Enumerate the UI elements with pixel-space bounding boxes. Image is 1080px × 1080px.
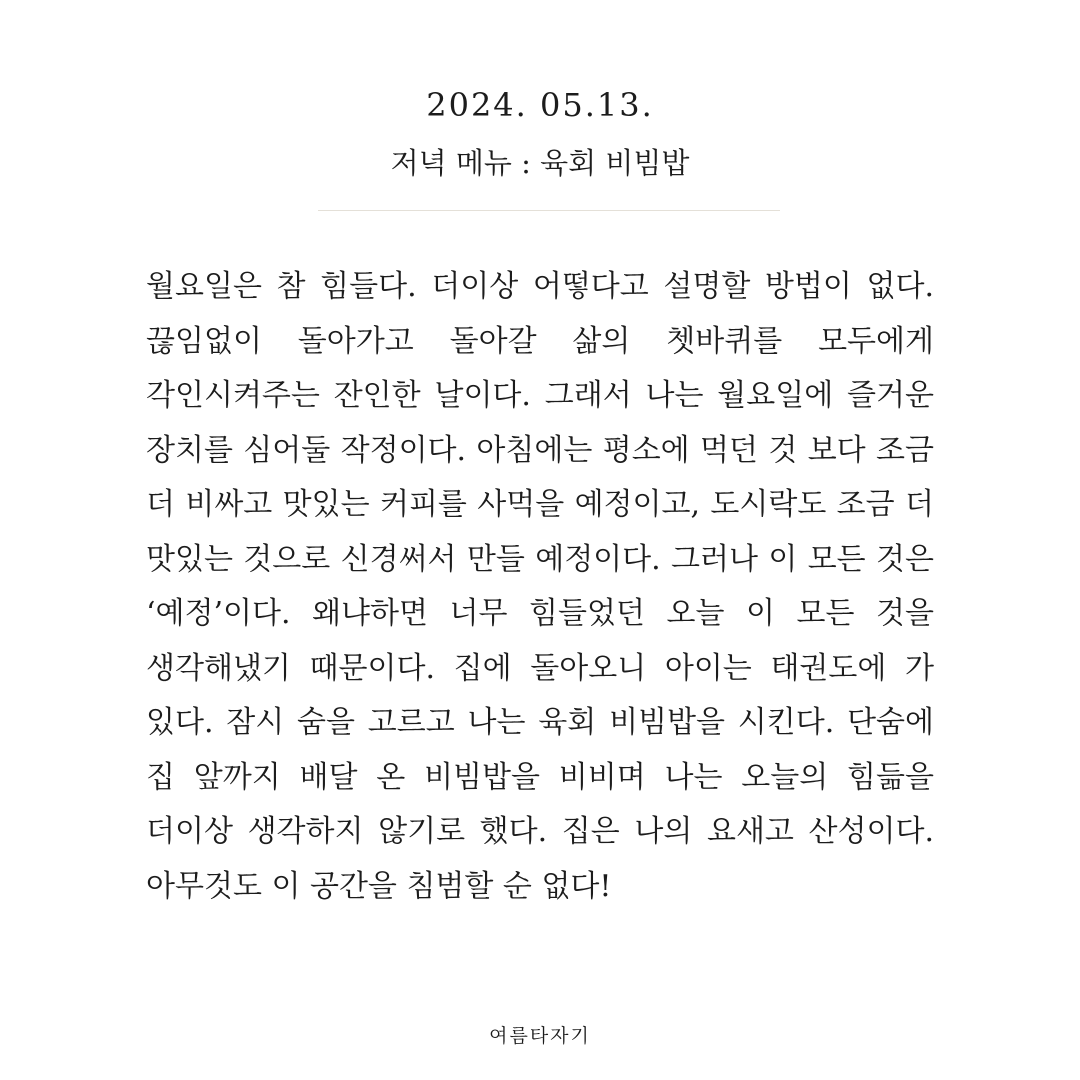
- author-signature: 여름타자기: [489, 1025, 591, 1047]
- header-divider: [318, 210, 780, 211]
- dinner-menu-title: 저녁 메뉴 : 육회 비빔밥: [390, 146, 690, 180]
- entry-date: 2024. 05.13.: [426, 86, 654, 124]
- diary-body-text: 월요일은 참 힘들다. 더이상 어떻다고 설명할 방법이 없다. 끊임없이 돌아가고 돌아갈 삶의 쳇바퀴를 모두에게 각인시켜주는 잔인한 날이다. 그래서 나는 월요일에 즐거운 장치를 심어둘 작정이다. 아침에는 평소에 먹던 것 보다 조금 더 비싸고 맛있는 커피를 사먹을 예정이고, 도시락도 조금 더 맛있는 것으로 신경써서 만들 예정이다. 그러나 이 모든 것은 ‘예정’이다. 왜냐하면 너무 힘들었던 오늘 이 모든 것을 생각해냈기 때문이다. 집에 돌아오니 아이는 태권도에 가 있다. 잠시 숨을 고르고 나는 육회 비빔밥을 시킨다. 단숨에 집 앞까지 배달 온 비빔밥을 비비며 나는 오늘의 힘듦을 더이상 생각하지 않기로 했다. 집은 나의 요새고 산성이다. 아무것도 이 공간을 침범할 순 없다!: [146, 269, 934, 904]
